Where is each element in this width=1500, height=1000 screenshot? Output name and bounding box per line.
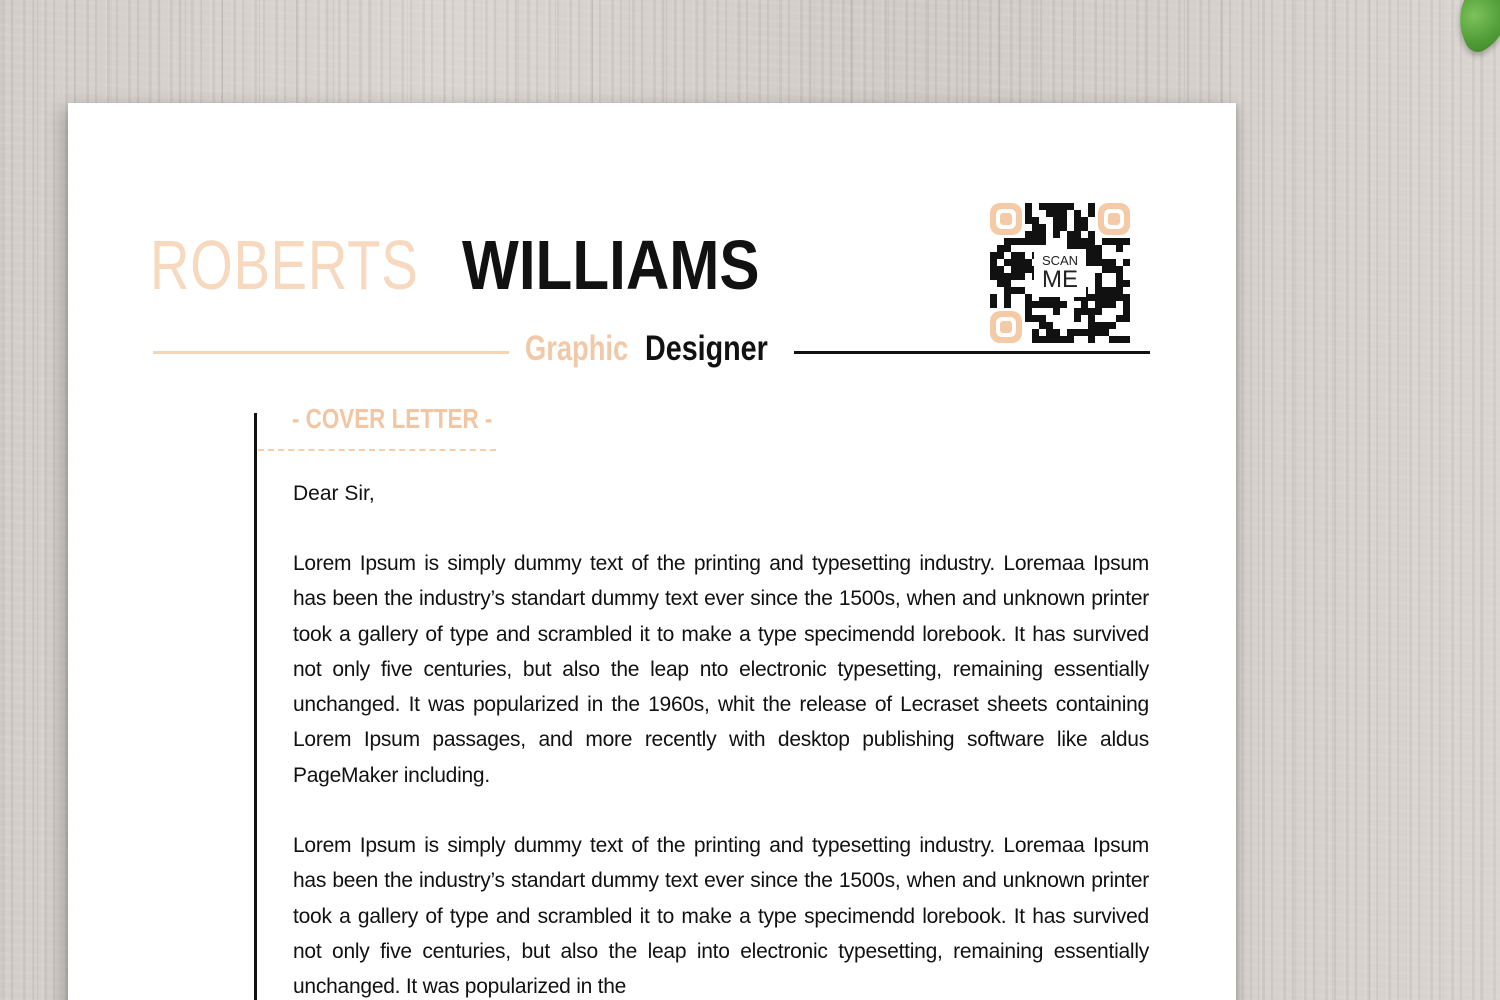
- job-title-second: Designer: [645, 329, 768, 368]
- qr-code-icon: [990, 203, 1130, 343]
- qr-scan-label: [1034, 249, 1086, 297]
- letter-paragraph: Lorem Ipsum is simply dummy text of the printing and typesetting industry. Loremaa Ipsum has been the industry’s standart dummy text ever since the 1500s, when and unknown printer took a gallery of type and scrambled it to make a type specimendd lorebook. It has survived not only five centuries, but also the leap nto electronic typesetting, remaining essentially unchanged. It was popularized in the 1960s, whit the release of Lecraset sheets containing Lorem Ipsum passages, and more recently with desktop publishing software like aldus PageMaker including.: [293, 552, 1149, 787]
- content-vertical-rule: [254, 413, 257, 1000]
- salutation: Dear Sir,: [293, 482, 375, 505]
- qr-label-line1: SCAN: [1041, 253, 1079, 268]
- section-heading-underline: [258, 449, 496, 451]
- header-rule-left: [153, 351, 509, 354]
- resume-page: [68, 103, 1236, 1000]
- job-title-first: Graphic: [525, 329, 629, 368]
- section-heading: - COVER LETTER -: [292, 403, 493, 434]
- name-last: WILLIAMS: [461, 226, 760, 304]
- header-rule-right: [794, 351, 1150, 354]
- leaf-icon: [1442, 0, 1500, 56]
- qr-label-line2: ME: [1042, 266, 1078, 293]
- candidate-name: [150, 223, 808, 307]
- letter-paragraph: Lorem Ipsum is simply dummy text of the printing and typesetting industry. Loremaa Ipsum has been the industry’s standart dummy text ever since the 1500s, when and unknown printer took a gallery of type and scrambled it to make a type specimendd lorebook. It has survived not only five centuries, but also the leap into electronic typesetting, remaining essentially unchanged. It was popularized in the: [293, 834, 1149, 999]
- name-first: ROBERTS: [150, 226, 419, 304]
- job-title: [525, 327, 795, 371]
